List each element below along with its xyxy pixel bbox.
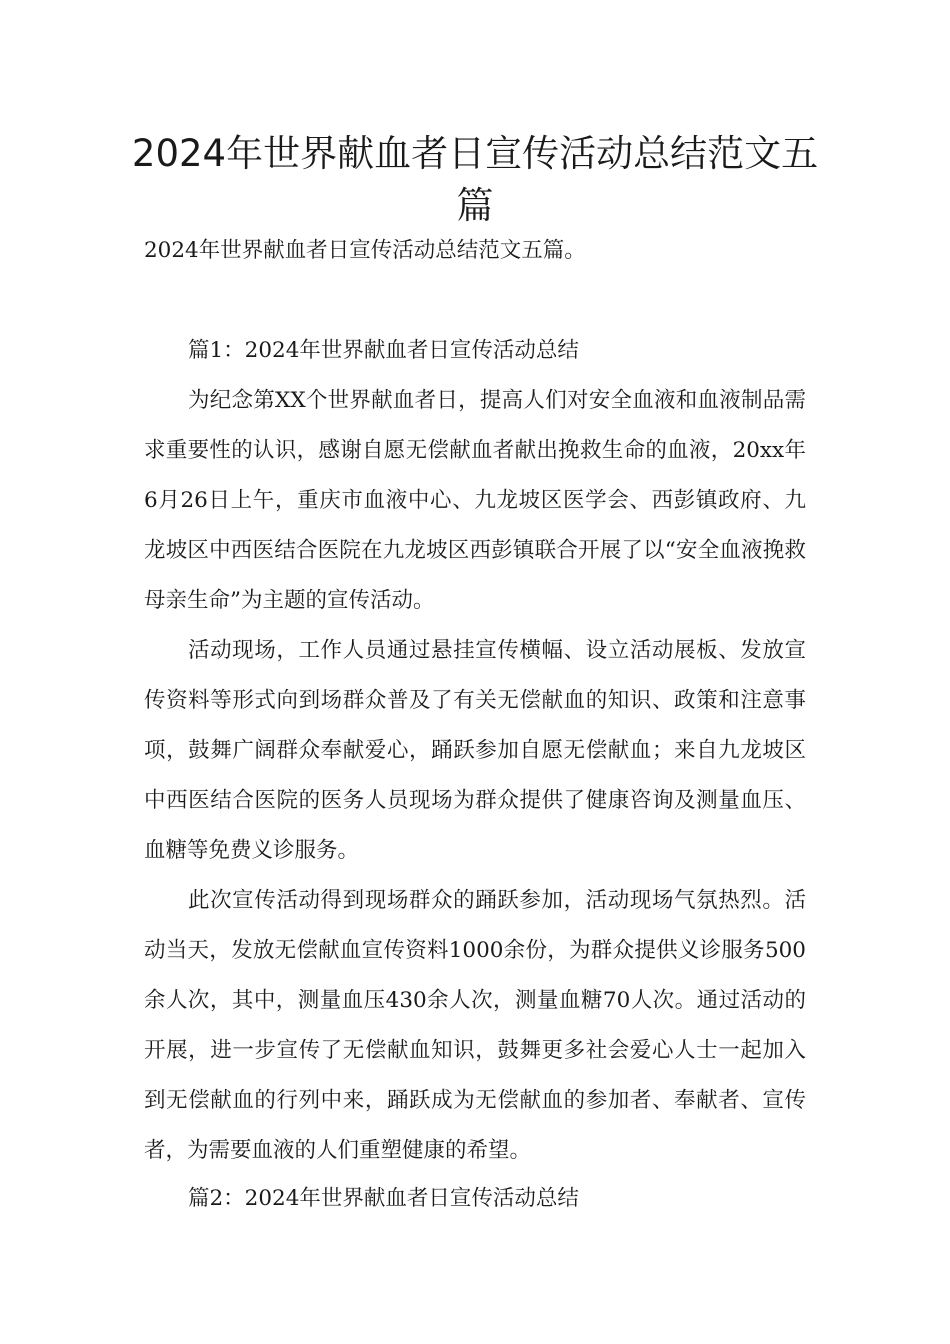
document-title: 2024年世界献血者日宣传活动总结范文五篇 (131, 132, 819, 227)
body-paragraph: 此次宣传活动得到现场群众的踊跃参加，活动现场气氛热烈。活动当天，发放无偿献血宣传资料1000余份，为群众提供义诊服务500余人次，其中，测量血压430余人次，测量血糖70人次。通过活动的开展，进一步宣传了无偿献血知识，鼓舞更多社会爱心人士一起加入到无偿献血的行列中来，踊跃成为无偿献血的参加者、奉献者、宣传者，为需要血液的人们重塑健康的希望。 (144, 888, 806, 1163)
section-heading-2: 篇2：2024年世界献血者日宣传活动总结 (188, 1186, 579, 1211)
body-paragraph: 活动现场，工作人员通过悬挂宣传横幅、设立活动展板、发放宣传资料等形式向到场群众普及了有关无偿献血的知识、政策和注意事项，鼓舞广阔群众奉献爱心，踊跃参加自愿无偿献血；来自九龙坡区中西医结合医院的医务人员现场为群众提供了健康咨询及测量血压、血糖等免费义诊服务。 (144, 638, 806, 863)
section-heading-1: 篇1：2024年世界献血者日宣传活动总结 (188, 338, 579, 363)
intro-paragraph: 2024年世界献血者日宣传活动总结范文五篇。 (144, 238, 586, 263)
body-paragraph: 为纪念第XX个世界献血者日，提高人们对安全血液和血液制品需求重要性的认识，感谢自愿无偿献血者献出挽救生命的血液，20xx年6月26日上午，重庆市血液中心、九龙坡区医学会、西彭镇政府、九龙坡区中西医结合医院在九龙坡区西彭镇联合开展了以“安全血液挽救母亲生命”为主题的宣传活动。 (144, 388, 806, 613)
